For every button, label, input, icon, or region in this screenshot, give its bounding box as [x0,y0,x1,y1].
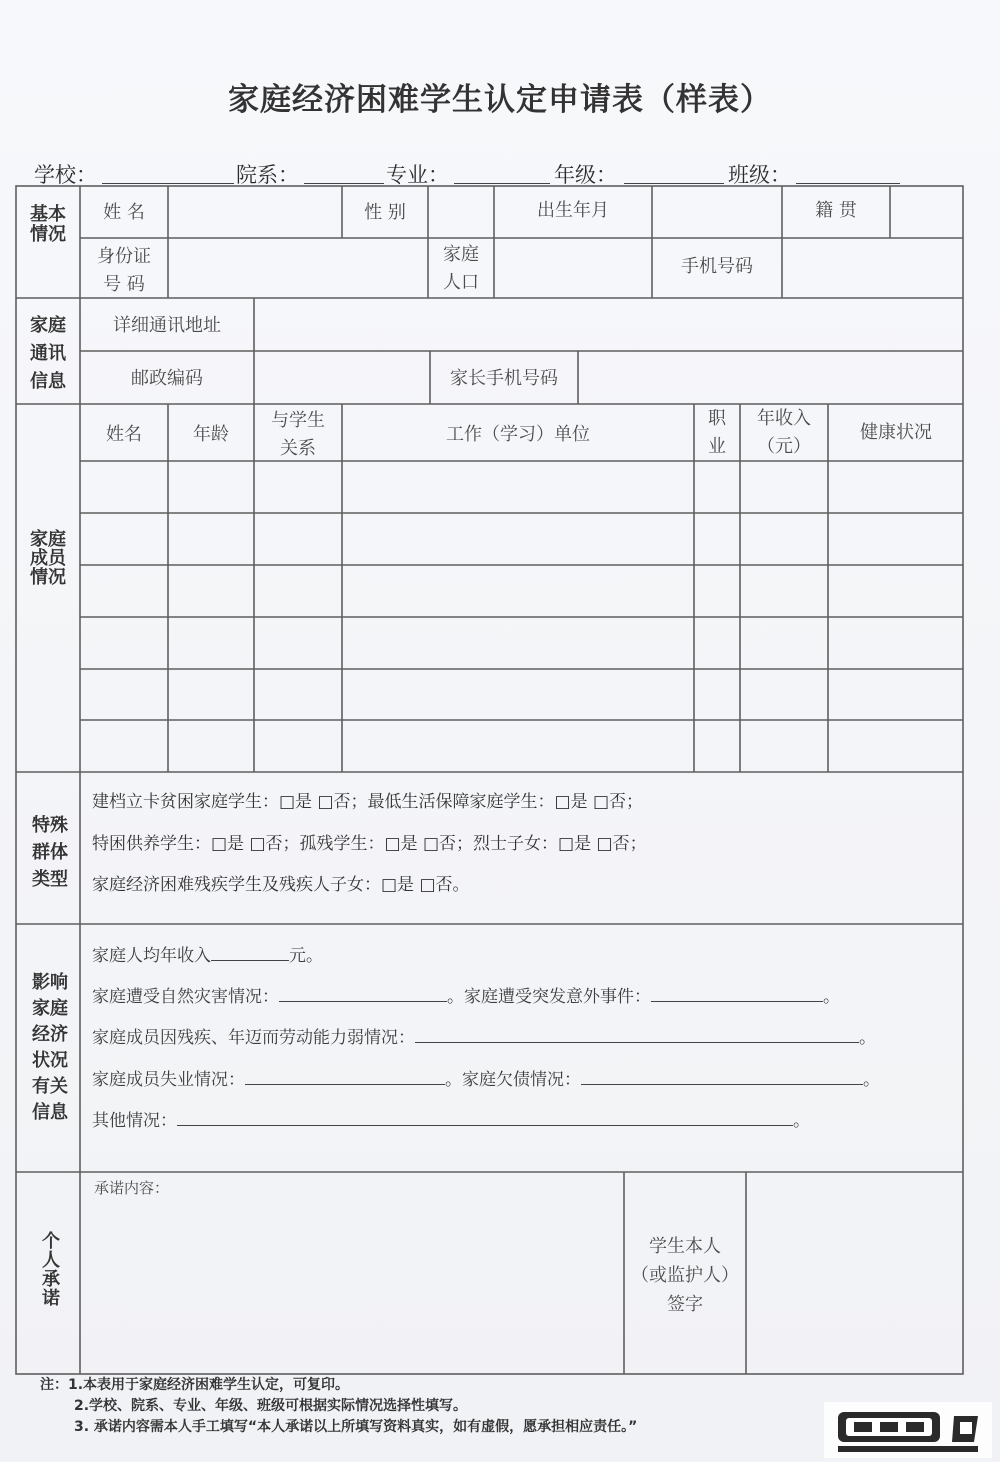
members-job-header-1: 职 [708,408,726,429]
economic-line-2 [92,983,840,1010]
accident-label: 。家庭遭受突发意外事件： [447,987,651,1007]
accident-blank[interactable] [651,983,823,1002]
special-section-line-3: 类型 [32,869,68,890]
basic-pop-label-2: 人口 [443,272,479,293]
basic-name-label: 姓 名 [103,202,145,223]
basic-name-input[interactable] [172,190,338,234]
grade-label: 年级： [554,163,617,187]
members-section-label: 家庭成员情况 [30,529,66,588]
economic-section-line-2: 家庭 [32,998,68,1019]
disability-label: 家庭成员因残疾、年迈而劳动能力弱情况： [92,1028,415,1048]
special-line-2[interactable]: 特困供养学生：□是 □否；孤残学生：□是 □否；烈士子女：□是 □否； [92,834,647,854]
contact-address-label: 详细通讯地址 [113,315,221,336]
pledge-sign-label-1: 学生本人 [649,1236,721,1257]
contact-section-line-1: 家庭 [30,315,66,336]
form-title: 家庭经济困难学生认定申请表（样表） [228,82,772,118]
economic-line-1 [92,942,323,969]
major-label: 专业： [386,163,449,187]
basic-id-input[interactable] [172,242,424,294]
basic-phone-label: 手机号码 [681,256,753,277]
special-section-line-1: 特殊 [32,815,68,836]
disaster-blank[interactable] [279,983,447,1002]
debt-blank[interactable] [581,1066,863,1085]
members-relation-header-1: 与学生 [271,410,325,431]
members-work-header: 工作（学习）单位 [446,424,590,445]
debt-label: 。家庭欠债情况： [445,1070,581,1090]
note-2: 2.学校、院系、专业、年级、班级可根据实际情况选择性填写。 [74,1398,468,1414]
other-label: 其他情况： [92,1111,177,1131]
disability-blank[interactable] [415,1024,859,1043]
income-unit-label: 元。 [289,946,323,966]
pledge-sign-label-2: （或监护人） [631,1265,739,1286]
disability-end: 。 [859,1028,876,1048]
members-relation-header-2: 关系 [280,438,316,459]
special-line-1[interactable]: 建档立卡贫困家庭学生：□是 □否；最低生活保障家庭学生：□是 □否； [92,792,644,812]
economic-line-5 [92,1107,810,1134]
unemployment-blank[interactable] [245,1066,445,1085]
notes [40,1375,940,1438]
contact-postcode-label: 邮政编码 [131,368,203,389]
members-income-header-1: 年收入 [757,408,811,429]
contact-section-line-3: 信息 [30,371,66,392]
members-health-header: 健康状况 [860,422,932,443]
basic-birth-label: 出生年月 [537,200,609,221]
basic-native-label: 籍 贯 [815,200,857,221]
accident-end: 。 [823,987,840,1007]
contact-section-label [18,312,78,396]
contact-parent-phone-label: 家长手机号码 [450,368,558,389]
special-section-label [22,812,78,893]
watermark-logo-icon [824,1402,992,1458]
watermark-logo [824,1402,992,1458]
members-name-header: 姓名 [106,424,142,445]
members-income-header-2: （元） [757,436,811,457]
special-section-line-2: 群体 [32,842,68,863]
economic-section-label [22,970,78,1126]
note-3: 3. 承诺内容需本人手工填写“本人承诺以上所填写资料真实，如有虚假，愿承担相应责任。” [74,1419,638,1435]
special-line-3[interactable]: 家庭经济困难残疾学生及残疾人子女：□是 □否。 [92,875,470,895]
members-age-header: 年龄 [193,424,229,445]
income-per-capita-label: 家庭人均年收入 [92,946,211,966]
pledge-sign-label-3: 签字 [667,1294,703,1315]
signature-area[interactable] [750,1176,958,1370]
school-label: 学校： [34,163,97,187]
contact-section-line-2: 通讯 [30,343,66,364]
debt-end: 。 [863,1070,880,1090]
pledge-content-label: 承诺内容： [94,1179,170,1197]
basic-section-label: 基本情况 [30,204,66,245]
other-blank[interactable] [177,1107,793,1126]
other-end: 。 [793,1111,810,1131]
disaster-label: 家庭遭受自然灾害情况： [92,987,279,1007]
economic-section-line-1: 影响 [32,972,68,993]
basic-gender-label: 性 别 [364,202,406,223]
pledge-section-label: 个人承诺 [42,1231,60,1309]
economic-line-4 [92,1066,880,1093]
unemployment-label: 家庭成员失业情况： [92,1070,245,1090]
basic-pop-label-1: 家庭 [443,244,479,265]
economic-section-line-3: 经济 [32,1024,68,1045]
economic-section-line-5: 有关 [32,1076,68,1097]
department-label: 院系： [236,163,299,187]
basic-id-label-1: 身份证 [97,246,151,267]
income-per-capita-blank[interactable] [211,942,289,961]
economic-section-line-4: 状况 [32,1050,68,1071]
note-1: 注：1.本表用于家庭经济困难学生认定，可复印。 [40,1377,350,1393]
basic-id-label-2: 号 码 [103,274,145,295]
economic-line-3 [92,1024,876,1051]
economic-section-line-6: 信息 [32,1102,68,1123]
class-label: 班级： [728,163,791,187]
members-job-header-2: 业 [708,436,726,457]
pledge-content-area[interactable] [92,1204,618,1368]
